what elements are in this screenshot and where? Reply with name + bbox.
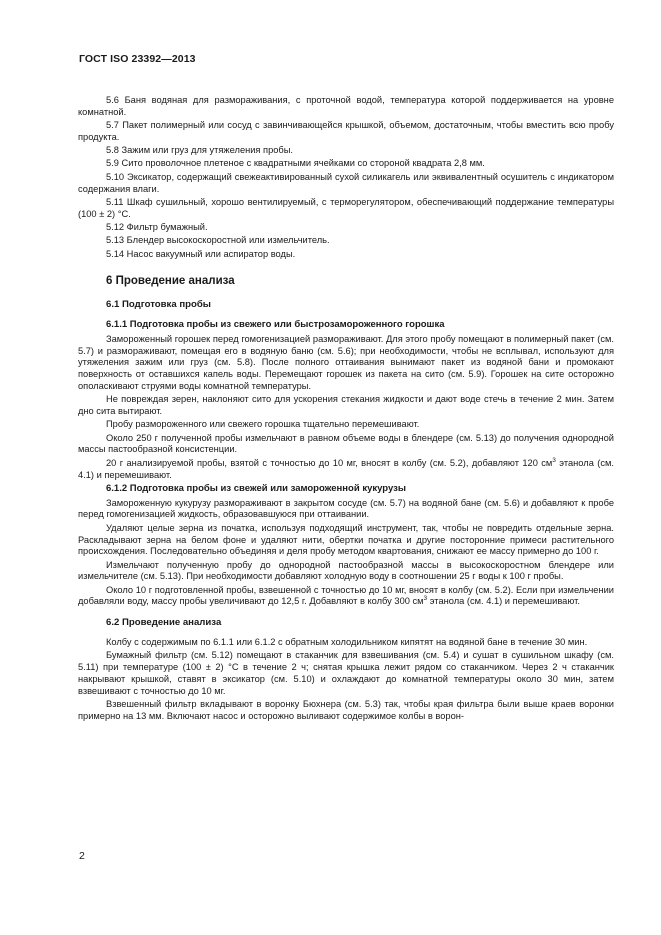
list-item: 5.12 Фильтр бумажный. bbox=[106, 221, 208, 232]
section-6-title: 6 Проведение анализа bbox=[106, 275, 235, 288]
paragraph: Колбу с содержимым по 6.1.1 или 6.1.2 с обратным холодильником кипятят на водяной бане в течение 30 мин. bbox=[106, 637, 588, 648]
section-6-1-2-title: 6.1.2 Подготовка пробы из свежей или замороженной кукурузы bbox=[106, 482, 406, 494]
section-6-1-1-title: 6.1.1 Подготовка пробы из свежего или быстрозамороженного горошка bbox=[106, 318, 445, 330]
paragraph bbox=[78, 458, 614, 482]
superscript: 3 bbox=[423, 595, 428, 603]
paragraph bbox=[78, 585, 614, 609]
paragraph: Бумажный фильтр (см. 5.12) помещают в стаканчик для взвешивания (см. 5.4) и сушат в сушильном шкафу (см. 5.11) при температуре (100 ± 2) °С в течение 2 ч; снятая крышка лежит рядом со стаканчиком. Через 2 ч стаканчик накрывают крышкой, ставят в эксикатор (см. 5.10) и охлаждают до комнатной температуры около 30 мин, затем взвешивают с точностью до 10 мг. bbox=[78, 650, 614, 696]
page-number: 2 bbox=[79, 850, 85, 862]
page-content bbox=[78, 95, 614, 724]
list-item: 5.9 Сито проволочное плетеное с квадратными ячейками со стороной квадрата 2,8 мм. bbox=[106, 158, 485, 169]
list-item: 5.14 Насос вакуумный или аспиратор воды. bbox=[106, 248, 296, 259]
paragraph: Около 250 г полученной пробы измельчают в равном объеме воды в блендере (см. 5.13) до получения однородной массы пастообразной консистенции. bbox=[78, 432, 614, 455]
list-item: 5.8 Зажим или груз для утяжеления пробы. bbox=[106, 145, 294, 156]
paragraph: Замороженную кукурузу размораживают в закрытом сосуде (см. 5.7) на водяной бане (см. 5.6) и добавляют к пробе перед гомогенизацией жидкость, образовавшуюся при оттаивании. bbox=[78, 497, 614, 520]
paragraph: Замороженный горошек перед гомогенизацией размораживают. Для этого пробу помещают в полимерный пакет (см. 5.7) и размораживают, помещая его в водяную баню (см. 5.6); при необходимости, чтобы не всплывал, используют для утяжеления зажим или груз (см. 5.8). После полного оттаивания вынимают пакет из водяной бани и промокают поверхность от оставшихся капель воды. Перемещают горошек из пакета на сито (см. 5.9). Горошек на сите осторожно ополаскивают струями воды комнатной температуры. bbox=[78, 333, 614, 391]
section-6-2-title: 6.2 Проведение анализа bbox=[106, 617, 222, 629]
superscript: 3 bbox=[552, 456, 556, 464]
list-item: 5.7 Пакет полимерный или сосуд с завинчивающейся крышкой, объемом, достаточным, чтобы вместить всю пробу продукта. bbox=[78, 120, 614, 142]
paragraph: Взвешенный фильтр вкладывают в воронку Бюхнера (см. 5.3) так, чтобы края фильтра были выше краев воронки примерно на 13 мм. Включают насос и осторожно выливают содержимое колбы в ворон- bbox=[78, 699, 614, 721]
paragraph: Удаляют целые зерна из початка, используя подходящий инструмент, так, чтобы не повредить отдельные зерна. Раскладывают зерна на белом фоне и удаляют нити, обертки початка и другие посторонние примеси растительного происхождения. Последовательно объединяя и деля пробу методом квартования, снижают ее массу примерно до 100 г. bbox=[78, 522, 614, 557]
list-item: 5.6 Баня водяная для размораживания, с проточной водой, температура которой поддерживается на уровне комнатной. bbox=[78, 95, 614, 117]
list-item: 5.13 Блендер высокоскоростной или измельчитель. bbox=[106, 235, 330, 246]
paragraph-text: Около 10 г подготовленной пробы, взвешенной с точностью до 10 мг, вносят в колбу (см. 5.2). Если при измельчении добавляли воду, массу пробы увеличивают до 12,5 г. Добавляют в колбу 300 см bbox=[78, 584, 614, 607]
paragraph-text: этанола (см. 4.1) и перемешивают. bbox=[427, 596, 580, 607]
section-6-1-title: 6.1 Подготовка пробы bbox=[106, 299, 211, 311]
paragraph: Измельчают полученную пробу до однородной пастообразной массы в высокоскоростном блендере или измельчителе (см. 5.13). При необходимости добавляют холодную воду в соотношении 25 г воды к 100 г пробы. bbox=[78, 559, 614, 582]
paragraph: Пробу размороженного или свежего горошка тщательно перемешивают. bbox=[106, 419, 420, 430]
document-header: ГОСТ ISO 23392—2013 bbox=[79, 53, 196, 65]
paragraph-text: 20 г анализируемой пробы, взятой с точностью до 10 мг, вносят в колбу (см. 5.2), добавляют 120 см bbox=[106, 457, 553, 468]
list-item: 5.11 Шкаф сушильный, хорошо вентилируемый, с терморегулятором, обеспечивающий поддержание температуры (100 ± 2) °С. bbox=[78, 196, 614, 219]
equipment-list bbox=[78, 95, 614, 260]
paragraph-text: этанола (см. 4.1) и перемешивают. bbox=[78, 457, 614, 480]
paragraph: Не повреждая зерен, наклоняют сито для ускорения стекания жидкости и дают воде стечь в течение 2 мин. Затем дно сита вытирают. bbox=[78, 394, 614, 417]
list-item: 5.10 Эксикатор, содержащий свежеактивированный сухой силикагель или эквивалентный осушитель с индикатором содержания влаги. bbox=[78, 171, 614, 194]
